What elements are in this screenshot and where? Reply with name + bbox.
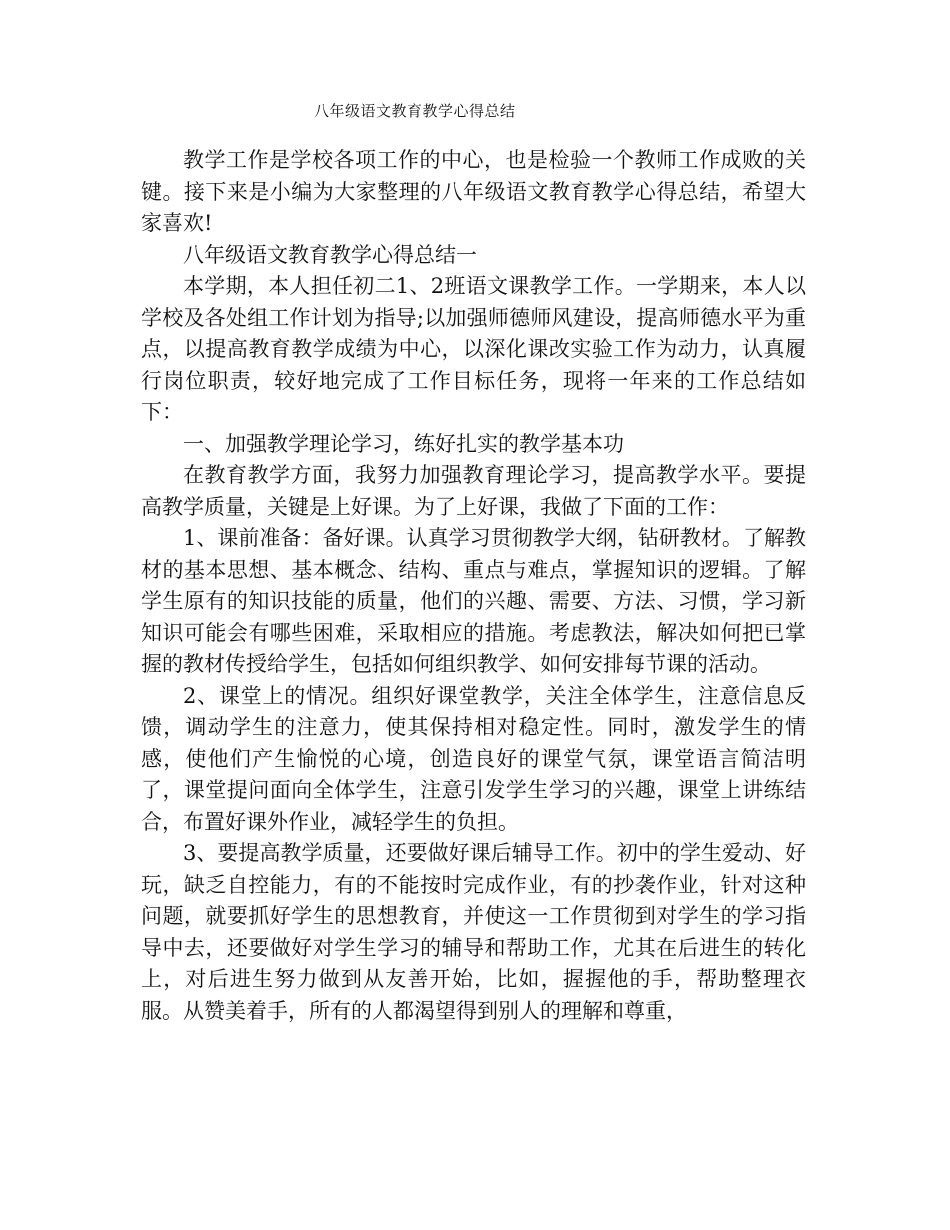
list-item-3: 3、要提高教学质量，还要做好课后辅导工作。初中的学生爱动、好玩，缺乏自控能力，有的不能按时完成作业，有的抄袭作业，针对这种问题，就要抓好学生的思想教育，并使这一工作贯彻到对学生的学习指导中去，还要做好对学生学习的辅导和帮助工作，尤其在后进生的转化上，对后进生努力做到从友善开始，比如，握握他的手，帮助整理衣服。从赞美着手，所有的人都渴望得到别人的理解和尊重， (141, 841, 806, 1023)
intro-paragraph: 教学工作是学校各项工作的中心，也是检验一个教师工作成败的关键。接下来是小编为大家整理的八年级语文教育教学心得总结，希望大家喜欢! (141, 148, 806, 235)
body-paragraph: 在教育教学方面，我努力加强教育理论学习，提高教学水平。要提高教学质量，关键是上好课。为了上好课，我做了下面的工作： (141, 463, 806, 519)
body-paragraph: 本学期，本人担任初二1、2班语文课教学工作。一学期来，本人以学校及各处组工作计划为指导;以加强师德师风建设，提高师德水平为重点，以提高教育教学成绩为中心，以深化课改实验工作为动力，认真履行岗位职责，较好地完成了工作目标任务，现将一年来的工作总结如下： (141, 274, 806, 424)
section-heading: 八年级语文教育教学心得总结一 (183, 242, 477, 267)
list-item-2: 2、课堂上的情况。组织好课堂教学，关注全体学生，注意信息反馈，调动学生的注意力，使其保持相对稳定性。同时，激发学生的情感，使他们产生愉悦的心境，创造良好的课堂气氛，课堂语言简洁明了，课堂提问面向全体学生，注意引发学生学习的兴趣，课堂上讲练结合，布置好课外作业，减轻学生的负担。 (141, 683, 806, 834)
subsection-heading: 一、加强教学理论学习，练好扎实的教学基本功 (183, 431, 624, 456)
list-item-1: 1、课前准备：备好课。认真学习贯彻教学大纲，钻研教材。了解教材的基本思想、基本概念、结构、重点与难点，掌握知识的逻辑。了解学生原有的知识技能的质量，他们的兴趣、需要、方法、习惯，学习新知识可能会有哪些困难，采取相应的措施。考虑教法，解决如何把已掌握的教材传授给学生，包括如何组织教学、如何安排每节课的活动。 (141, 526, 806, 676)
document-title: 八年级语文教育教学心得总结 (314, 102, 516, 120)
document-body (141, 145, 806, 1027)
